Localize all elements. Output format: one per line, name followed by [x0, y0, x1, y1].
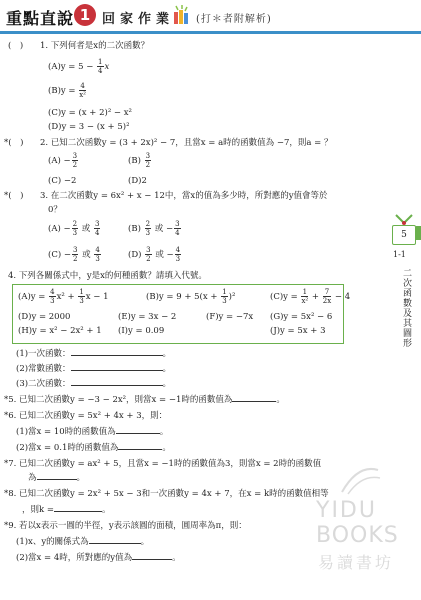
q2-stem: 2. 已知二次函數y = (3 + 2x)² − 7，且當x = a時的函數值為 −7，則a = ？	[40, 138, 333, 148]
q3-stem: 3. 在二次函數y = 6x² + x − 12中，當x的值為多少時，所對應的y值會等於	[40, 191, 328, 201]
q4-sub2-blank[interactable]	[71, 370, 163, 371]
q8-blank[interactable]	[54, 511, 102, 512]
q1-option-a: (A)y = 5 − $\frac{1}{4}$ x	[48, 58, 110, 75]
q4-sub3-blank[interactable]	[71, 385, 163, 386]
watermark-swoosh-icon	[338, 460, 382, 496]
q3-answer-paren[interactable]: *( )	[4, 191, 24, 201]
q5-blank[interactable]	[232, 401, 276, 402]
q4-option-i: (I)y = 0.09	[118, 326, 165, 336]
q4-option-j: (J)y = 5x + 3	[270, 326, 326, 336]
q6-sub2: (2)當x = 0.1時的函數值為 。	[16, 443, 171, 453]
q3-stem-cont: 0？	[48, 205, 62, 215]
q4-sub3: (3)二次函數： 。	[16, 379, 172, 389]
q4-option-c: (C)y = $\frac{1}{\text{x²}}$ + $\frac{7}{2x}$ − 4	[270, 288, 351, 305]
q4-option-f: (F)y = −7x	[206, 312, 254, 322]
q9-sub2-blank[interactable]	[132, 559, 172, 560]
page-subtitle: 回家作業	[102, 12, 175, 27]
q1-answer-paren[interactable]: ( )	[8, 41, 24, 51]
section-number-badge: 1	[74, 4, 96, 26]
page-title: 重點直說	[6, 9, 75, 28]
q7-stem: *7. 已知二次函數y = ax² + 5，且當x = −1時的函數值為3，則當x = 2時的函數值	[4, 459, 322, 469]
q6-sub1-blank[interactable]	[116, 433, 160, 434]
header-note: (打＊者附解析)	[196, 14, 272, 25]
q2-option-d: (D)2	[128, 176, 147, 186]
section-number: 1-1	[393, 250, 406, 259]
q7-stem-cont: 為 。	[28, 473, 86, 483]
q2-option-a: (A) − $\frac{3}{2}$	[48, 152, 78, 169]
q2-option-b: (B) $\frac{3}{2}$	[128, 152, 151, 169]
watermark-line2: BOOKS	[316, 523, 399, 548]
q9-sub1-blank[interactable]	[89, 543, 141, 544]
q1-option-d: (D)y = 3 − (x + 5)²	[48, 122, 130, 132]
chapter-tab-marker	[416, 226, 421, 240]
q6-sub2-blank[interactable]	[118, 449, 162, 450]
books-icon	[172, 4, 192, 26]
q1-option-c: (C)y = (x + 2)² − x²	[48, 108, 132, 118]
q6-stem: *6. 已知二次函數y = 5x² + 4x + 3，則：	[4, 411, 168, 421]
q4-sub1: (1)一次函數： 。	[16, 349, 172, 359]
q9-sub1: (1)x、y的關係式為 。	[16, 537, 150, 547]
q4-option-b: (B)y = 9 + 5(x + $\frac{1}{3}$ )²	[146, 288, 236, 305]
chapter-title: 二次函數及其圖形	[401, 268, 411, 348]
q1-stem: 1. 下列何者是x的二次函數？	[40, 41, 150, 51]
q9-stem: *9. 若以x表示一圓的半徑，y表示該圓的面積，圓周率為π，則：	[4, 521, 247, 531]
watermark-line1: YIDU	[316, 498, 377, 523]
q4-option-e: (E)y = 3x − 2	[118, 312, 177, 322]
watermark-line3: 易讀書坊	[318, 553, 395, 572]
q2-option-c: (C) −2	[48, 176, 77, 186]
q6-sub1: (1)當x = 10時的函數值為 。	[16, 427, 169, 437]
q1-option-b: (B)y = $\frac{4}{\text{x²}}$	[48, 82, 86, 99]
q8-stem-cont: ，則k = 。	[22, 505, 111, 515]
q5-stem: *5. 已知二次函數y = −3 − 2x²，則當x = −1時的函數值為 。	[4, 395, 285, 405]
q4-option-d: (D)y = 2000	[18, 312, 71, 322]
header-divider	[0, 31, 421, 34]
chapter-tab: 5	[392, 225, 416, 245]
q4-stem: 4. 下列各關係式中，y是x的何種函數？請填入代號。	[8, 271, 207, 281]
q9-sub2: (2)當x = 4時，所對應的y值為 。	[16, 553, 181, 563]
q4-sub1-blank[interactable]	[71, 355, 163, 356]
q4-option-h: (H)y = x² − 2x² + 1	[18, 326, 102, 336]
q2-answer-paren[interactable]: *( )	[4, 138, 24, 148]
q3-option-d: (D) $\frac{3}{2}$ 或 − $\frac{4}{3}$	[128, 246, 181, 263]
q4-option-g: (G)y = 5x² − 6	[270, 312, 333, 322]
q3-option-c: (C) − $\frac{3}{2}$ 或 $\frac{4}{3}$	[48, 246, 100, 263]
q7-blank[interactable]	[37, 479, 77, 480]
q8-stem: *8. 已知二次函數y = 2x² + 5x − 3和一次函數y = 4x + 7，在x = k時的函數值相等	[4, 489, 329, 499]
q4-sub2: (2)常數函數： 。	[16, 364, 172, 374]
q4-option-a: (A)y = $\frac{4}{3}$ x² + $\frac{1}{3}$ x − 1	[18, 288, 109, 305]
gift-bow-icon	[392, 213, 416, 225]
q3-option-b: (B) $\frac{2}{3}$ 或 − $\frac{3}{4}$	[128, 220, 180, 237]
q3-option-a: (A) − $\frac{2}{3}$ 或 $\frac{3}{4}$	[48, 220, 100, 237]
